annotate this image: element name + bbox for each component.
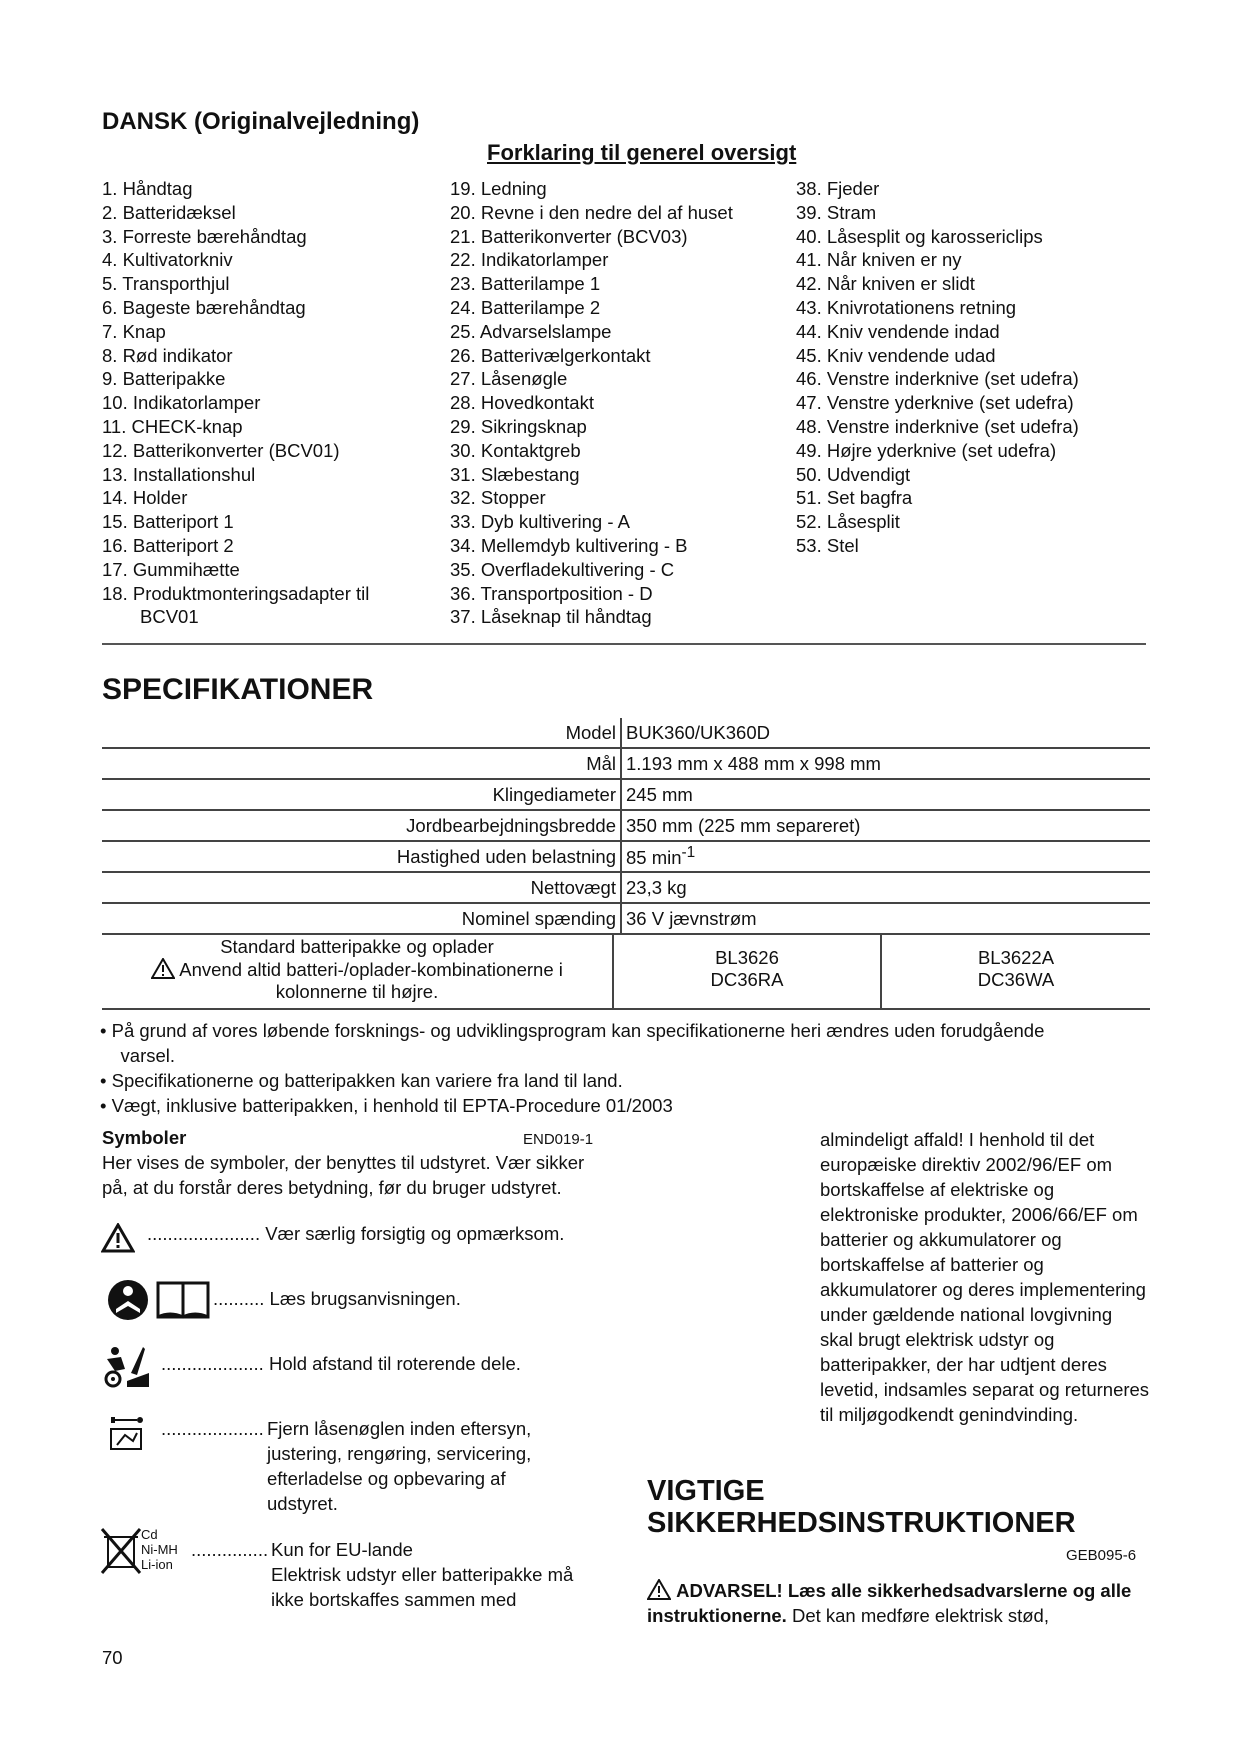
overview-item: 8. Rød indikator <box>102 344 233 366</box>
spec-row <box>102 748 1150 779</box>
spec-label: Hastighed uden belastning <box>102 841 621 872</box>
overview-title: Forklaring til generel oversigt <box>487 140 797 165</box>
speed-superscript: -1 <box>681 843 696 861</box>
charger-model: DC36WA <box>977 969 1055 990</box>
symbol-dots: ............... <box>191 1539 269 1560</box>
overview-item: 10. Indikatorlamper <box>102 392 261 414</box>
overview-item: 50. Udvendigt <box>796 463 911 485</box>
spec-row <box>102 718 1150 748</box>
spec-notes <box>100 1018 1150 1118</box>
symbol-text: Læs brugsanvisningen. <box>269 1288 461 1309</box>
battery-charger-row <box>102 934 1150 1010</box>
overview-item: 41. Når kniven er ny <box>796 249 962 271</box>
specifications-title: SPECIFIKATIONER <box>102 673 374 706</box>
battery-label-line: Standard batteripakke og oplader <box>220 936 494 957</box>
overview-item: 49. Højre yderknive (set udefra) <box>796 439 1057 461</box>
spec-note: • På grund af vores løbende forsknings- og udviklingsprogram kan specifikationerne heri ændres uden forudgående <box>100 1020 1045 1041</box>
overview-item: 46. Venstre inderknive (set udefra) <box>796 368 1079 390</box>
overview-item: 39. Stram <box>796 201 877 223</box>
symbol-dots: .......... <box>213 1288 265 1309</box>
specifications-table <box>102 718 1150 935</box>
safety-code: GEB095-6 <box>1066 1547 1137 1564</box>
overview-item: 29. Sikringsknap <box>450 415 587 437</box>
spec-value: 36 V jævnstrøm <box>621 903 1150 934</box>
warning-rest: Det kan medføre elektrisk stød, <box>791 1605 1049 1626</box>
spec-label: Klingediameter <box>102 779 621 810</box>
symbol-row <box>161 1416 581 1516</box>
overview-item: 14. Holder <box>102 487 188 509</box>
spec-label: Nettovægt <box>102 872 621 903</box>
overview-item: 42. Når kniven er slidt <box>796 273 975 295</box>
spec-note: • Specifikationerne og batteripakken kan variere fra land til land. <box>100 1070 623 1091</box>
overview-item: 22. Indikatorlamper <box>450 249 609 271</box>
symbol-text: Hold afstand til roterende dele. <box>268 1353 521 1374</box>
remove-key-icon <box>107 1409 147 1451</box>
safety-title: VIGTIGE SIKKERHEDSINSTRUKTIONER <box>647 1475 1076 1539</box>
overview-item: 35. Overfladekultivering - C <box>450 558 675 580</box>
symbol-row <box>147 1221 564 1246</box>
overview-item: 15. Batteriport 1 <box>102 511 234 533</box>
overview-item: 37. Låseknap til håndtag <box>450 606 652 628</box>
overview-item: 27. Låsenøgle <box>450 368 568 390</box>
overview-item: 5. Transporthjul <box>102 273 230 295</box>
overview-item: 52. Låsesplit <box>796 511 900 533</box>
symbols-code: END019-1 <box>523 1131 594 1148</box>
overview-item: 20. Revne i den nedre del af huset <box>450 201 733 223</box>
battery-option <box>880 934 1150 1008</box>
disposal-text: almindeligt affald! I henhold til det europæiske direktiv 2002/96/EF om bortskaffelse af elektriske og elektroniske produkter, 2006/66/EF om batterier og akkumulatorer og bortskaffelse af batterier og akkumulatorer og deres implementering under gældende national lovgivning skal brugt elektrisk udstyr og batteripakker, der har udtjent deres levetid, indsamles separat og returneres til miljøgodkendt genindvinding. <box>820 1129 1150 1425</box>
overview-item: 18. Produktmonteringsadapter til <box>102 582 370 604</box>
spec-note: • Vægt, inklusive batteripakken, i henhold til EPTA-Procedure 01/2003 <box>100 1095 673 1116</box>
overview-item: 3. Forreste bærehåndtag <box>102 225 307 247</box>
overview-item: 24. Batterilampe 2 <box>450 296 601 318</box>
spec-label: Nominel spænding <box>102 903 621 934</box>
overview-item: 9. Batteripakke <box>102 368 226 390</box>
page-number: 70 <box>102 1647 123 1668</box>
spec-row <box>102 872 1150 903</box>
overview-item: 6. Bageste bærehåndtag <box>102 296 306 318</box>
symbols-intro: Her vises de symboler, der benyttes til udstyret. Vær sikker på, at du forstår deres betydning, før du bruger udstyret. <box>102 1152 585 1198</box>
spec-value: 245 mm <box>621 779 1150 810</box>
spec-note: varsel. <box>100 1045 176 1066</box>
overview-item: 30. Kontaktgreb <box>450 439 581 461</box>
overview-item: 16. Batteriport 2 <box>102 534 234 556</box>
page-language-title: DANSK (Originalvejledning) <box>102 108 420 135</box>
overview-column-3 <box>796 177 1136 558</box>
overview-item: 1. Håndtag <box>102 178 193 199</box>
battery-model: BL3622A <box>977 947 1055 968</box>
symbol-row <box>191 1537 611 1612</box>
overview-item: BCV01 <box>140 606 199 628</box>
overview-column-1 <box>102 177 442 629</box>
symbol-dots: .................... <box>161 1418 264 1439</box>
spec-row <box>102 810 1150 841</box>
spec-value: BUK360/UK360D <box>621 718 1150 748</box>
overview-item: 13. Installationshul <box>102 463 256 485</box>
symbol-text: Vær særlig forsigtig og opmærksom. <box>265 1223 565 1244</box>
chem-label: Ni-MH <box>141 1542 178 1557</box>
charger-model: DC36RA <box>710 969 784 990</box>
overview-item: 28. Hovedkontakt <box>450 392 594 414</box>
spec-value: 350 mm (225 mm separeret) <box>621 810 1150 841</box>
spec-label: Mål <box>102 748 621 779</box>
spec-value <box>621 841 1150 872</box>
overview-item: 40. Låsesplit og karossericlips <box>796 225 1043 247</box>
chem-label: Cd <box>141 1527 158 1542</box>
overview-item: 45. Kniv vendende udad <box>796 344 996 366</box>
battery-chem-labels <box>141 1527 178 1572</box>
overview-item: 17. Gummihætte <box>102 558 240 580</box>
battery-label-line: kolonnerne til højre. <box>275 981 439 1002</box>
symbol-dots: .................... <box>161 1353 264 1374</box>
symbol-text: Fjern låsenøglen inden eftersyn, justering, rengøring, servicering, efterladelse og opbevaring af udstyret. <box>267 1418 532 1514</box>
battery-model: BL3626 <box>715 947 779 968</box>
overview-item: 12. Batterikonverter (BCV01) <box>102 439 340 461</box>
overview-item: 34. Mellemdyb kultivering - B <box>450 534 688 556</box>
battery-label-line: Anvend altid batteri-/oplader-kombinationerne i <box>102 958 612 981</box>
warning-bold: ADVARSEL! Læs alle sikkerhedsadvarslerne og alle instruktionerne. <box>647 1580 1132 1626</box>
rotating-parts-icon <box>101 1343 151 1389</box>
symbol-dots: ...................... <box>147 1223 261 1244</box>
overview-item: 11. CHECK-knap <box>102 415 243 437</box>
spec-label: Jordbearbejdningsbredde <box>102 810 621 841</box>
overview-item: 44. Kniv vendende indad <box>796 320 1000 342</box>
overview-item: 26. Batterivælgerkontakt <box>450 344 651 366</box>
chem-label: Li-ion <box>141 1557 173 1572</box>
overview-item: 33. Dyb kultivering - A <box>450 511 630 533</box>
section-divider <box>102 643 1146 645</box>
overview-item: 48. Venstre inderknive (set udefra) <box>796 415 1079 437</box>
battery-label <box>102 936 612 1003</box>
symbol-row <box>213 1286 461 1311</box>
warning-triangle-icon <box>151 958 175 979</box>
symbol-text: Kun for EU-lande Elektrisk udstyr eller batteripakke må ikke bortskaffes sammen med <box>271 1539 574 1610</box>
overview-item: 38. Fjeder <box>796 178 880 199</box>
overview-column-2 <box>450 177 790 629</box>
overview-item: 19. Ledning <box>450 178 547 199</box>
speed-value: 85 min <box>626 847 682 869</box>
spec-value: 1.193 mm x 488 mm x 998 mm <box>621 748 1150 779</box>
symbols-heading: Symboler <box>102 1127 187 1148</box>
overview-item: 51. Set bagfra <box>796 487 913 509</box>
overview-item: 47. Venstre yderknive (set udefra) <box>796 392 1074 414</box>
warning-triangle-icon <box>101 1223 135 1253</box>
overview-item: 4. Kultivatorkniv <box>102 249 233 271</box>
safety-warning <box>647 1578 1157 1628</box>
spec-value: 23,3 kg <box>621 872 1150 903</box>
symbol-row <box>161 1351 521 1376</box>
overview-item: 32. Stopper <box>450 487 546 509</box>
spec-row <box>102 779 1150 810</box>
overview-item: 23. Batterilampe 1 <box>450 273 601 295</box>
spec-row <box>102 841 1150 872</box>
overview-item: 7. Knap <box>102 320 166 342</box>
overview-item: 53. Stel <box>796 534 859 556</box>
overview-item: 36. Transportposition - D <box>450 582 653 604</box>
overview-item: 2. Batteridæksel <box>102 201 236 223</box>
battery-option <box>612 934 880 1008</box>
overview-item: 25. Advarselslampe <box>450 320 612 342</box>
weee-bin-icon <box>100 1527 144 1575</box>
overview-item: 43. Knivrotationens retning <box>796 296 1017 318</box>
overview-item: 21. Batterikonverter (BCV03) <box>450 225 688 247</box>
spec-row <box>102 903 1150 934</box>
overview-item: 31. Slæbestang <box>450 463 580 485</box>
read-manual-icon <box>106 1277 212 1323</box>
spec-label: Model <box>102 718 621 748</box>
warning-triangle-icon <box>647 1579 671 1600</box>
